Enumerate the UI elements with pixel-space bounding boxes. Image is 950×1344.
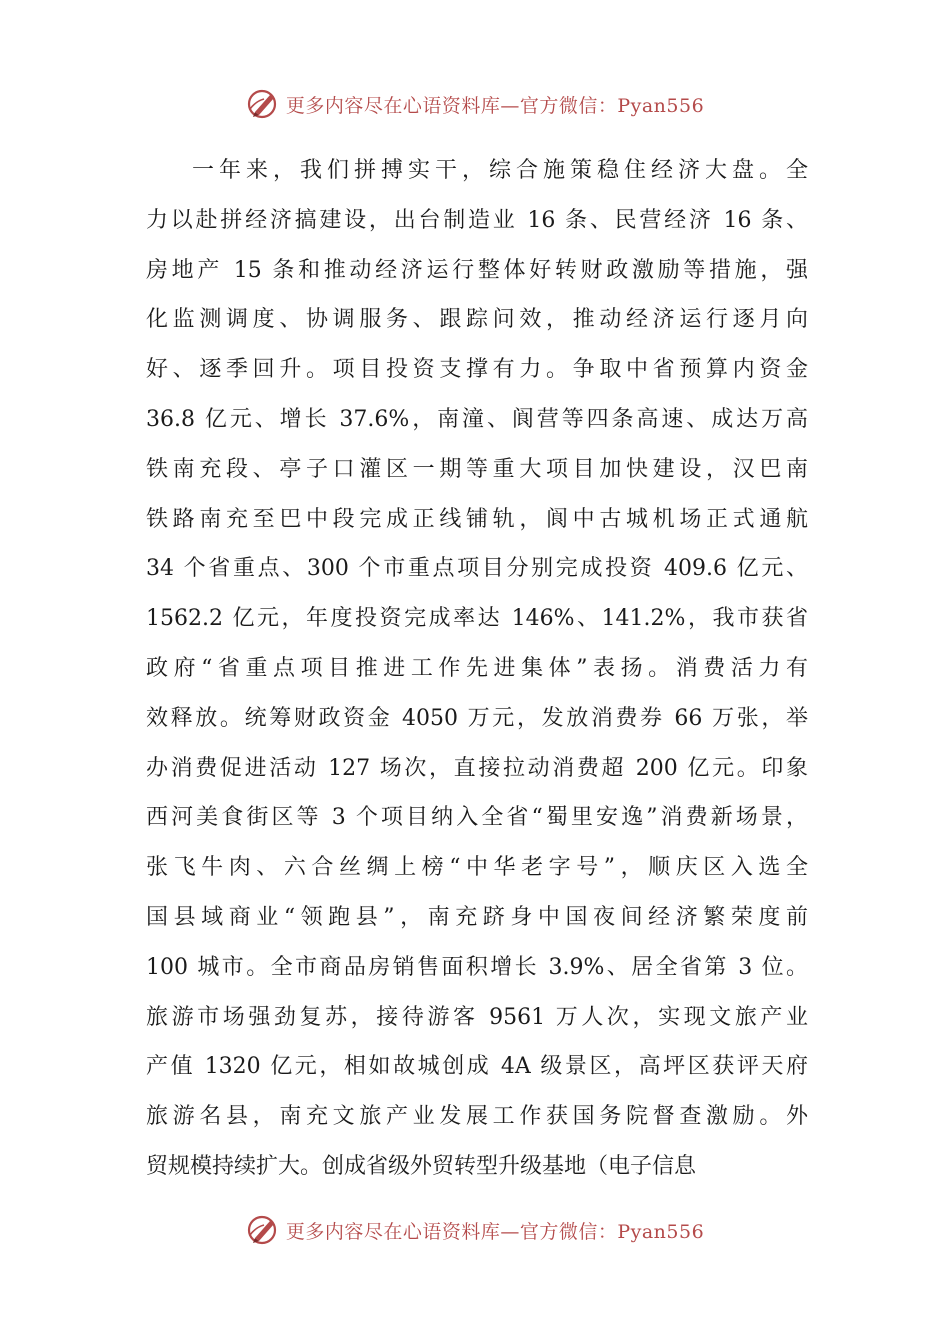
pen-logo-icon <box>246 1213 280 1247</box>
text-line: 产值 1320 亿元，相如故城创成 4A 级景区，高坪区获评天府 <box>146 1054 808 1080</box>
text-line: 化监测调度、协调服务、跟踪问效，推动经济运行逐月向 <box>146 307 808 333</box>
text-line: 一年来，我们拼搏实干，综合施策稳住经济大盘。全 <box>192 158 808 183</box>
text-line: 旅游名县，南充文旅产业发展工作获国务院督查激励。外 <box>146 1104 808 1130</box>
document-body <box>146 146 808 1192</box>
text-line: 1562.2 亿元，年度投资完成率达 146%、141.2%，我市获省 <box>146 606 808 632</box>
text-line: 旅游市场强劲复苏，接待游客 9561 万人次，实现文旅产业 <box>146 1004 808 1030</box>
text-line: 国县域商业“领跑县”，南充跻身中国夜间经济繁荣度前 <box>146 904 808 930</box>
footer-watermark <box>0 1208 950 1252</box>
text-line: 效释放。统筹财政资金 4050 万元，发放消费券 66 万张，举 <box>146 705 808 731</box>
watermark-text: 更多内容尽在心语资料库—官方微信：Pyan556 <box>285 94 705 117</box>
watermark-text: 更多内容尽在心语资料库—官方微信：Pyan556 <box>285 1220 705 1243</box>
text-line: 铁路南充至巴中段完成正线铺轨，阆中古城机场正式通航 <box>146 506 808 532</box>
text-line: 36.8 亿元、增长 37.6%，南潼、阆营等四条高速、成达万高 <box>146 406 808 432</box>
text-line: 房地产 15 条和推动经济运行整体好转财政激励等措施，强 <box>146 257 808 283</box>
text-line: 政府“省重点项目推进工作先进集体”表扬。消费活力有 <box>146 655 808 681</box>
text-line: 西河美食街区等 3 个项目纳入全省“蜀里安逸”消费新场景， <box>146 805 808 831</box>
text-line: 34 个省重点、300 个市重点项目分别完成投资 409.6 亿元、 <box>146 556 808 582</box>
text-line: 100 城市。全市商品房销售面积增长 3.9%、居全省第 3 位。 <box>146 954 808 980</box>
text-line: 张飞牛肉、六合丝绸上榜“中华老字号”，顺庆区入选全 <box>146 855 808 881</box>
text-line: 力以赴拼经济搞建设，出台制造业 16 条、民营经济 16 条、 <box>146 207 808 233</box>
text-line: 好、逐季回升。项目投资支撑有力。争取中省预算内资金 <box>146 357 808 383</box>
text-line: 贸规模持续扩大。创成省级外贸转型升级基地（电子信息 <box>146 1153 697 1179</box>
pen-logo-icon <box>246 87 280 121</box>
text-line: 铁南充段、亭子口灌区一期等重大项目加快建设，汉巴南 <box>146 456 808 482</box>
text-line: 办消费促进活动 127 场次，直接拉动消费超 200 亿元。印象 <box>146 755 808 781</box>
header-watermark <box>0 82 950 126</box>
